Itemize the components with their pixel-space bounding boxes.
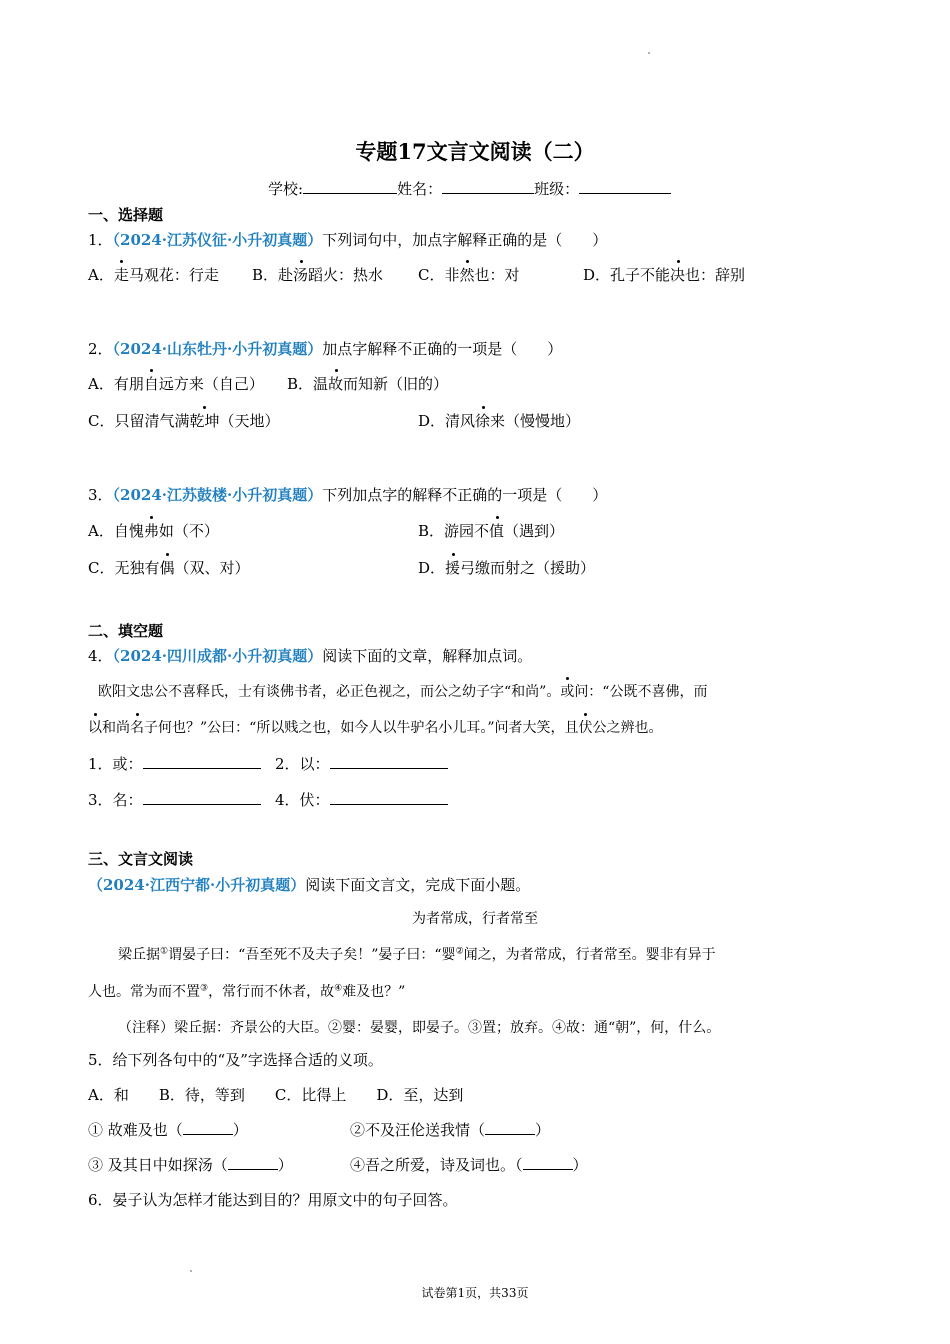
question-5-stem: 5．给下列各句中的“及”字选择合适的义项。 [88, 1051, 383, 1069]
dotted-char: 名 [130, 717, 144, 737]
dotted-char: 伏 [578, 717, 592, 737]
dotted-char: 偶 [159, 559, 175, 577]
passage-line-1: 欧阳文忠公不喜释氏，士有谈佛书者，必正色视之，而公之幼子字“和尚”。或问：“公既不喜佛，而 [98, 681, 707, 701]
dotted-char: 汤 [293, 266, 309, 284]
name-blank[interactable] [442, 179, 534, 194]
dotted-char: 走 [113, 266, 129, 284]
q1-option-b[interactable]: B．赴汤蹈火：热水 [252, 266, 384, 284]
reading-line-2: 人也。常为而不置③，常行而不休者，故④难及也？” [88, 983, 406, 1000]
question-3-stem: 3．（2024·江苏鼓楼·小升初真题）下列加点字的解释不正确的一项是（ ） [88, 486, 608, 504]
q1-option-d[interactable]: D．孔子不能决也：辞别 [583, 266, 746, 284]
question-1-stem [88, 229, 607, 250]
answer-blank[interactable] [330, 790, 448, 805]
question-number: 1． [88, 231, 113, 249]
q5-item-1: ① 故难及也（ ） [88, 1121, 248, 1139]
question-4-stem: 4．（2024·四川成都·小升初真题）阅读下面的文章，解释加点词。 [88, 647, 533, 665]
class-label: 班级： [534, 180, 580, 198]
q5-item-4: ④吾之所爱，诗及词也。（ ） [350, 1156, 588, 1174]
fill-item-1: 1．或： [88, 753, 261, 774]
question-2-stem: 2．（2024·山东牡丹·小升初真题）加点字解释不正确的一项是（ ） [88, 340, 563, 358]
name-label: 姓名： [397, 180, 443, 198]
q5-item-3: ③ 及其日中如探汤（ ） [88, 1156, 293, 1174]
dotted-char: 以 [88, 717, 102, 737]
question-6-stem: 6．晏子认为怎样才能达到目的？用原文中的句子回答。 [88, 1191, 458, 1209]
passage-title: 为者常成，行者常至 [412, 911, 538, 927]
q3-option-a[interactable]: A．自愧弗如（不） [88, 522, 219, 540]
question-source: （2024·四川成都·小升初真题） [112, 647, 323, 665]
section-heading-choice: 一、选择题 [88, 206, 164, 224]
dotted-char: 值 [489, 522, 505, 540]
question-source: （2024·江苏鼓楼·小升初真题） [112, 486, 323, 504]
dotted-char: 徐 [475, 412, 491, 430]
q3-option-c[interactable]: C．无独有偶（双、对） [88, 559, 250, 577]
q2-option-a[interactable]: A．有朋自远方来（自己） [88, 375, 264, 393]
reading-notes: （注释）梁丘据：齐景公的大臣。②婴：晏婴，即晏子。③置；放弃。④故：通“朝”，何，什么。 [118, 1020, 721, 1036]
question-source: （2024·山东牡丹·小升初真题） [112, 340, 323, 358]
dotted-char: 自 [143, 375, 159, 393]
footnote-marker: ① [160, 946, 169, 957]
school-blank[interactable] [303, 179, 397, 194]
section-heading-reading: 三、文言文阅读 [88, 850, 194, 868]
q3-option-d[interactable]: D．援弓缴而射之（援助） [418, 559, 596, 577]
dotted-char: 故 [328, 375, 344, 393]
dotted-char: 或 [560, 681, 574, 701]
answer-blank[interactable] [143, 790, 261, 805]
footnote-marker: ③ [200, 983, 209, 994]
answer-blank[interactable] [183, 1122, 233, 1135]
school-label: 学校: [268, 180, 304, 198]
dotted-char: 决 [670, 266, 686, 284]
section-heading-fill: 二、填空题 [88, 622, 164, 640]
page-title: 专题17文言文阅读（二） [355, 139, 595, 164]
q1-option-c[interactable]: C．非然也：对 [418, 266, 520, 284]
fill-item-4: 4．伏： [275, 789, 448, 810]
fill-item-3: 3．名： [88, 789, 261, 810]
q3-option-b[interactable]: B．游园不值（遇到） [418, 522, 565, 540]
student-info-line [268, 178, 671, 199]
answer-blank[interactable] [228, 1157, 278, 1170]
answer-blank[interactable] [485, 1122, 535, 1135]
question-5-options: A．和 B．待，等到 C．比得上 D．至，达到 [88, 1086, 464, 1104]
q1-option-a[interactable]: A．走马观花：行走 [88, 266, 219, 284]
page-footer: 试卷第1页，共33页 [421, 1286, 529, 1300]
question-text: 下列词句中，加点字解释正确的是（ ） [322, 231, 608, 249]
answer-blank[interactable] [330, 754, 448, 769]
answer-blank[interactable] [143, 754, 261, 769]
class-blank[interactable] [579, 179, 671, 194]
speck-top [648, 52, 650, 54]
question-source: （2024·江苏仪征·小升初真题） [112, 231, 323, 249]
reading-line-1: 梁丘据①谓晏子曰：“吾至死不及夫子矣！”晏子曰：“婴②闻之，为者常成，行者常至。婴非有异于 [118, 946, 716, 963]
answer-blank[interactable] [523, 1157, 573, 1170]
dotted-char: 援 [445, 559, 461, 577]
dotted-char: 弗 [143, 522, 159, 540]
speck-bottom [190, 1270, 192, 1272]
q2-option-d[interactable]: D．清风徐来（慢慢地） [418, 412, 581, 430]
q2-option-b[interactable]: B．温故而知新（旧的） [287, 375, 449, 393]
q5-item-2: ②不及汪伦送我情（ ） [350, 1121, 551, 1139]
footnote-marker: ② [455, 946, 464, 957]
reading-stem: （2024·江西宁都·小升初真题）阅读下面文言文，完成下面小题。 [88, 876, 531, 894]
passage-line-2: 以和尚名子何也？”公曰：“所以贱之也，如今人以牛驴名小儿耳。”问者大笑，且伏公之辨也。 [88, 717, 662, 737]
dotted-char: 乾坤 [189, 412, 220, 430]
dotted-char: 然 [459, 266, 475, 284]
footnote-marker: ④ [334, 983, 343, 994]
fill-item-2: 2．以： [275, 753, 448, 774]
q2-option-c[interactable]: C．只留清气满乾坤（天地） [88, 412, 280, 430]
question-source: （2024·江西宁都·小升初真题） [88, 876, 306, 894]
